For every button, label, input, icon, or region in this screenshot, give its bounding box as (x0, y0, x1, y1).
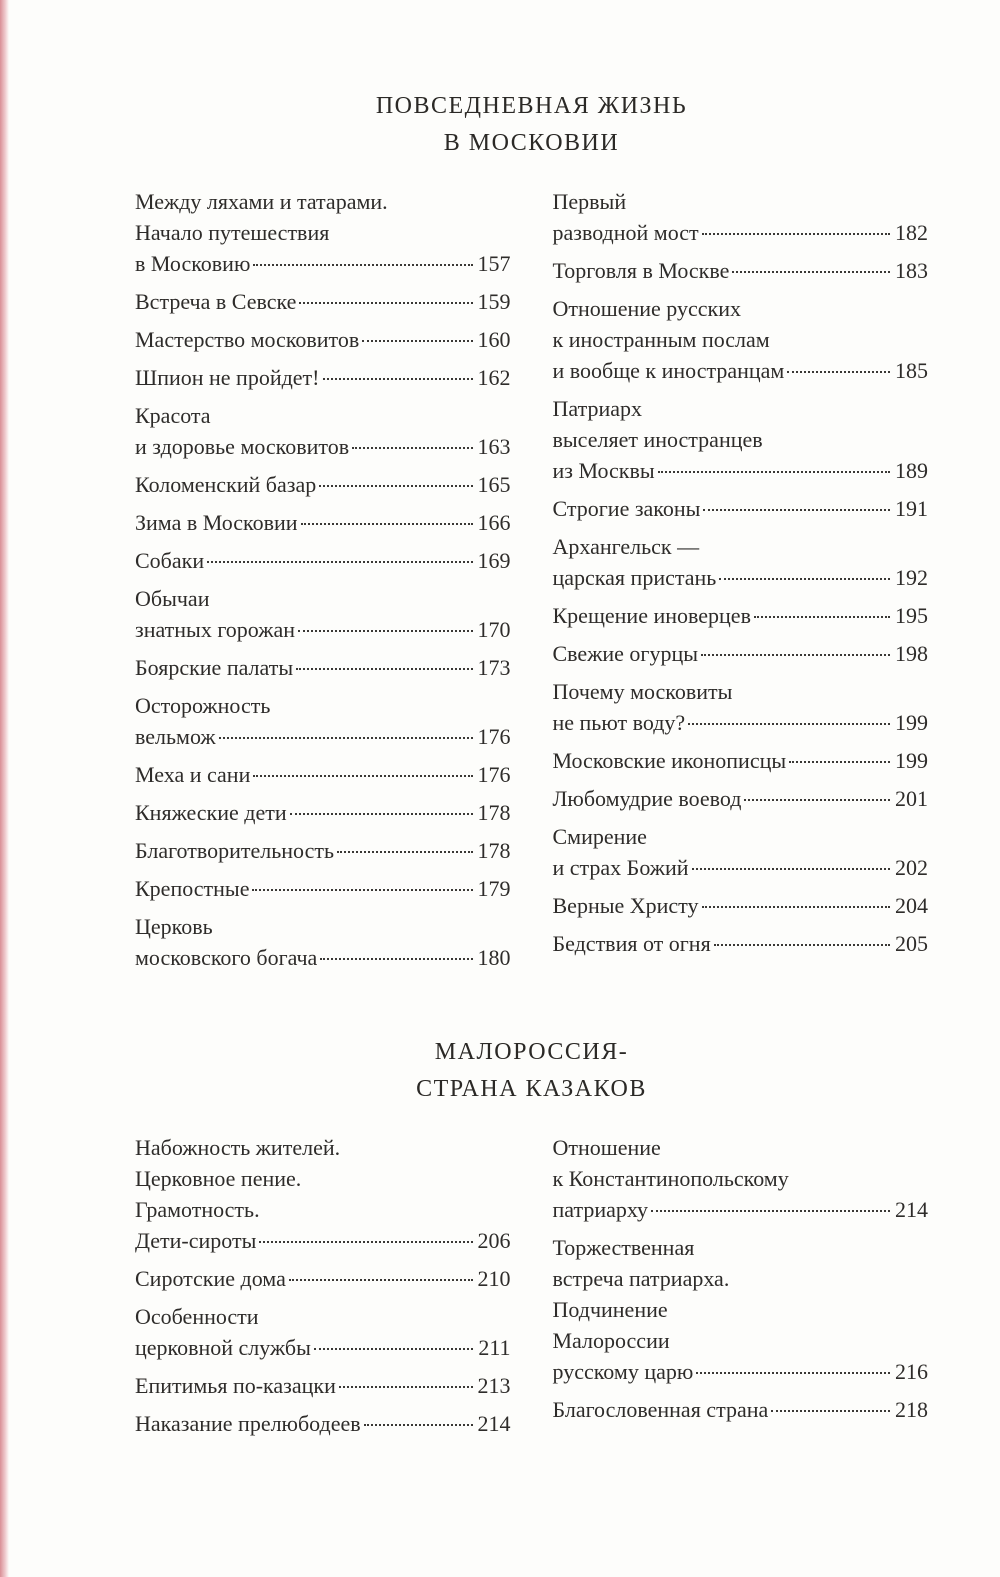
page-number: 214 (477, 1411, 511, 1436)
page-number: 189 (895, 458, 928, 483)
toc-entry-line: Грамотность. (135, 1197, 260, 1222)
toc-entry-line: Между ляхами и татарами. (135, 189, 388, 214)
toc-entry-leader-line (553, 255, 929, 286)
toc-entry-leader-line (135, 507, 511, 538)
toc-entry (135, 652, 511, 683)
toc-entry-title: Шпион не пройдет! (135, 365, 320, 390)
leader-dots (692, 868, 890, 870)
toc-entry-title: и здоровье московитов (135, 434, 350, 459)
toc-entry-title: Верные Христу (552, 893, 699, 918)
toc-entry-leader-line (553, 562, 929, 593)
leader-dots (207, 561, 472, 563)
page-number: 213 (477, 1373, 511, 1398)
toc-entry-title: Строгие законы (552, 496, 701, 521)
toc-entry-line: встреча патриарха. (552, 1266, 730, 1291)
leader-dots (789, 761, 890, 763)
leader-dots (314, 1348, 473, 1350)
toc-entry (553, 293, 929, 386)
toc-entry-title: в Московию (135, 251, 251, 276)
toc-entry (553, 493, 929, 524)
toc-entry-title: Свежие огурцы (552, 641, 699, 666)
toc-entry-title: Епитимья по-казацки (135, 1373, 336, 1398)
page-number: 165 (477, 472, 511, 497)
toc-entry-leader-line (135, 248, 511, 279)
page-number: 206 (477, 1228, 511, 1253)
page-number: 179 (477, 876, 511, 901)
page-number: 192 (895, 565, 928, 590)
toc-entry-title: Собаки (135, 548, 205, 573)
toc-entry-leader-line (553, 745, 929, 776)
section-title (135, 88, 928, 162)
page-number: 195 (895, 603, 928, 628)
toc-entry (553, 393, 929, 486)
toc-entry (135, 545, 511, 576)
toc-entry-title: Зима в Московии (135, 510, 298, 535)
leader-dots (702, 906, 890, 908)
page-number: 176 (477, 724, 511, 749)
leader-dots (362, 340, 472, 342)
toc-entry-leader-line (553, 783, 929, 814)
toc-entry-leader-line (553, 852, 929, 883)
toc-entry (135, 797, 511, 828)
toc-entry-leader-line (135, 1263, 511, 1294)
toc-column-left (135, 186, 511, 980)
toc-entry-leader-line (553, 355, 929, 386)
leader-dots (352, 447, 472, 449)
leader-dots (744, 799, 890, 801)
leader-dots (290, 813, 473, 815)
page-number: 159 (477, 289, 511, 314)
toc-entry (553, 890, 929, 921)
toc-entry-title: Торговля в Москве (552, 258, 730, 283)
toc-entry-title: Сиротские дома (135, 1266, 286, 1291)
toc-entry-title: Коломенский базар (135, 472, 317, 497)
leader-dots (298, 630, 473, 632)
toc-entry-line: Набожность жителей. (135, 1135, 341, 1160)
toc-columns (135, 1132, 928, 1446)
leader-dots (320, 958, 472, 960)
toc-entry-title: Княжеские дети (135, 800, 287, 825)
page-number: 199 (895, 710, 928, 735)
toc-entry-title: и страх Божий (552, 855, 689, 880)
leader-dots (252, 889, 472, 891)
toc-entry-title: Мастерство московитов (135, 327, 360, 352)
toc-entry-leader-line (553, 1394, 929, 1425)
page-number: 178 (477, 838, 511, 863)
toc-entry-title: Встреча в Севске (135, 289, 297, 314)
toc-entry-line: Архангельск — (552, 534, 700, 559)
leader-dots (703, 509, 890, 511)
toc-entry-leader-line (135, 324, 511, 355)
leader-dots (259, 1241, 472, 1243)
leader-dots (719, 578, 890, 580)
toc-entry (135, 873, 511, 904)
page-number: 201 (895, 786, 928, 811)
leader-dots (253, 775, 472, 777)
toc-entry-leader-line (135, 431, 511, 462)
leader-dots (301, 523, 473, 525)
toc-entry-title: Меха и сани (135, 762, 251, 787)
toc-entry-title: царская пристань (552, 565, 717, 590)
toc-entry-title: Благотворительность (135, 838, 335, 863)
toc-entry-leader-line (135, 721, 511, 752)
page-number: 210 (477, 1266, 511, 1291)
section-title-line: В МОСКОВИИ (443, 130, 620, 156)
page-number: 176 (477, 762, 511, 787)
toc-entry-leader-line (553, 707, 929, 738)
toc-section (135, 1034, 928, 1446)
toc-entry (553, 821, 929, 883)
page-number: 173 (477, 655, 511, 680)
toc-entry (135, 186, 511, 279)
page-number: 198 (895, 641, 928, 666)
leader-dots (289, 1279, 473, 1281)
toc-entry-line: к иностранным послам (552, 327, 770, 352)
toc-entry-leader-line (135, 797, 511, 828)
page-number: 204 (895, 893, 928, 918)
toc-entry-line: Почему московиты (552, 679, 733, 704)
page-number: 162 (477, 365, 511, 390)
leader-dots (754, 616, 890, 618)
toc-entry (135, 1301, 511, 1363)
toc-entry (135, 324, 511, 355)
toc-entry-leader-line (135, 1332, 511, 1363)
leader-dots (364, 1424, 473, 1426)
toc-entry (553, 1394, 929, 1425)
toc-entry-title: церковной службы (135, 1335, 311, 1360)
leader-dots (337, 851, 472, 853)
toc-entry-title: патриарху (552, 1197, 649, 1222)
toc-entry-leader-line (135, 835, 511, 866)
toc-entry-line: Отношение русских (552, 296, 741, 321)
leader-dots (701, 654, 890, 656)
toc-entry-line: Обычаи (135, 586, 210, 611)
toc-entry (553, 638, 929, 669)
toc-entry-title: не пьют воду? (552, 710, 686, 735)
toc-entry-line: Смирение (552, 824, 647, 849)
section-title-line: СТРАНА КАЗАКОВ (416, 1076, 647, 1102)
toc-entry-line: Особенности (135, 1304, 259, 1329)
section-title-line: МАЛОРОССИЯ- (434, 1039, 629, 1065)
toc-column-left (135, 1132, 511, 1446)
leader-dots (732, 271, 890, 273)
page-number: 218 (895, 1397, 928, 1422)
toc-entry-line: Подчинение (552, 1297, 668, 1322)
toc-sections (135, 88, 928, 1446)
toc-entry-title: знатных горожан (135, 617, 295, 642)
leader-dots (714, 944, 890, 946)
page-number: 216 (895, 1359, 928, 1384)
toc-entry-title: вельмож (135, 724, 216, 749)
toc-entry-leader-line (135, 652, 511, 683)
page-number: 202 (895, 855, 928, 880)
page-number: 191 (895, 496, 928, 521)
toc-entry-line: Церковь (135, 914, 213, 939)
toc-entry (135, 1408, 511, 1439)
toc-entry (135, 400, 511, 462)
leader-dots (702, 233, 890, 235)
toc-entry (135, 507, 511, 538)
toc-entry-line: к Константинопольскому (552, 1166, 789, 1191)
leader-dots (253, 264, 472, 266)
page-number: 211 (478, 1335, 511, 1360)
toc-entry-leader-line (553, 928, 929, 959)
toc-entry-title: Дети-сироты (135, 1228, 257, 1253)
toc-entry-title: Благословенная страна (552, 1397, 769, 1422)
toc-entry-leader-line (553, 493, 929, 524)
leader-dots (771, 1410, 890, 1412)
toc-entry-line: Начало путешествия (135, 220, 330, 245)
page-number: 178 (477, 800, 511, 825)
toc-entry-line: выселяет иностранцев (552, 427, 763, 452)
leader-dots (323, 378, 473, 380)
toc-entry (135, 911, 511, 973)
leader-dots (299, 302, 472, 304)
toc-entry-leader-line (553, 600, 929, 631)
toc-entry (553, 676, 929, 738)
toc-entry-leader-line (553, 638, 929, 669)
toc-entry (135, 469, 511, 500)
page-number: 180 (477, 945, 511, 970)
leader-dots (688, 723, 890, 725)
toc-entry-line: Красота (135, 403, 211, 428)
toc-entry-leader-line (553, 1194, 929, 1225)
toc-entry-title: и вообще к иностранцам (552, 358, 785, 383)
leader-dots (787, 371, 890, 373)
toc-entry-title: Боярские палаты (135, 655, 294, 680)
toc-entry (135, 759, 511, 790)
toc-entry (553, 600, 929, 631)
leader-dots (696, 1372, 890, 1374)
toc-entry-leader-line (135, 759, 511, 790)
toc-entry-title: московского богача (135, 945, 318, 970)
toc-section (135, 88, 928, 980)
toc-entry (553, 1232, 929, 1387)
page-number: 163 (477, 434, 511, 459)
toc-entry (135, 690, 511, 752)
page-number: 157 (477, 251, 511, 276)
toc-entry-title: Крещение иноверцев (552, 603, 751, 628)
toc-entry-leader-line (553, 217, 929, 248)
toc-entry-line: Осторожность (135, 693, 271, 718)
toc-entry-line: Первый (552, 189, 627, 214)
toc-entry-line: Торжественная (552, 1235, 695, 1260)
page-number: 185 (895, 358, 928, 383)
page-number: 182 (895, 220, 928, 245)
leader-dots (219, 737, 473, 739)
toc-entry (553, 928, 929, 959)
toc-entry (135, 583, 511, 645)
toc-entry (553, 783, 929, 814)
toc-entry-leader-line (135, 1408, 511, 1439)
leader-dots (339, 1386, 473, 1388)
toc-entry-line: Малороссии (552, 1328, 670, 1353)
page-number: 183 (895, 258, 928, 283)
section-title (135, 1034, 928, 1108)
toc-entry-title: из Москвы (552, 458, 655, 483)
toc-entry (553, 1132, 929, 1225)
toc-entry-leader-line (135, 873, 511, 904)
toc-entry (135, 1370, 511, 1401)
leader-dots (319, 485, 472, 487)
toc-entry-title: Московские иконописцы (552, 748, 787, 773)
toc-entry-line: Отношение (552, 1135, 661, 1160)
page-number: 160 (477, 327, 511, 352)
toc-entry-line: Патриарх (552, 396, 643, 421)
toc-entry (135, 362, 511, 393)
toc-entry-title: разводной мост (552, 220, 699, 245)
toc-entry (553, 255, 929, 286)
page-number: 214 (895, 1197, 928, 1222)
toc-entry-leader-line (553, 455, 929, 486)
toc-entry-leader-line (135, 362, 511, 393)
toc-entry-leader-line (135, 942, 511, 973)
toc-entry-title: Любомудрие воевод (552, 786, 742, 811)
toc-entry-line: Церковное пение. (135, 1166, 302, 1191)
toc-entry-title: русскому царю (552, 1359, 694, 1384)
toc-entry (135, 1132, 511, 1256)
toc-entry-leader-line (553, 890, 929, 921)
toc-entry-leader-line (553, 1356, 929, 1387)
section-title-line: ПОВСЕДНЕВНАЯ ЖИЗНЬ (375, 93, 688, 119)
page-number: 199 (895, 748, 928, 773)
toc-entry-leader-line (135, 1370, 511, 1401)
toc-columns (135, 186, 928, 980)
page-number: 166 (477, 510, 511, 535)
toc-entry (553, 186, 929, 248)
toc-entry-leader-line (135, 614, 511, 645)
toc-entry (553, 531, 929, 593)
leader-dots (658, 471, 890, 473)
toc-column-right (553, 186, 929, 980)
page-number: 205 (895, 931, 928, 956)
toc-entry-title: Наказание прелюбодеев (135, 1411, 361, 1436)
toc-entry-leader-line (135, 1225, 511, 1256)
book-spine-edge (0, 0, 9, 1577)
leader-dots (296, 668, 472, 670)
toc-entry (135, 1263, 511, 1294)
toc-entry-leader-line (135, 469, 511, 500)
page-number: 169 (477, 548, 511, 573)
toc-column-right (553, 1132, 929, 1446)
toc-entry-title: Крепостные (135, 876, 250, 901)
toc-entry (553, 745, 929, 776)
toc-entry-title: Бедствия от огня (552, 931, 711, 956)
leader-dots (651, 1210, 890, 1212)
toc-entry-leader-line (135, 286, 511, 317)
toc-entry (135, 835, 511, 866)
toc-entry-leader-line (135, 545, 511, 576)
toc-entry (135, 286, 511, 317)
page-number: 170 (477, 617, 511, 642)
